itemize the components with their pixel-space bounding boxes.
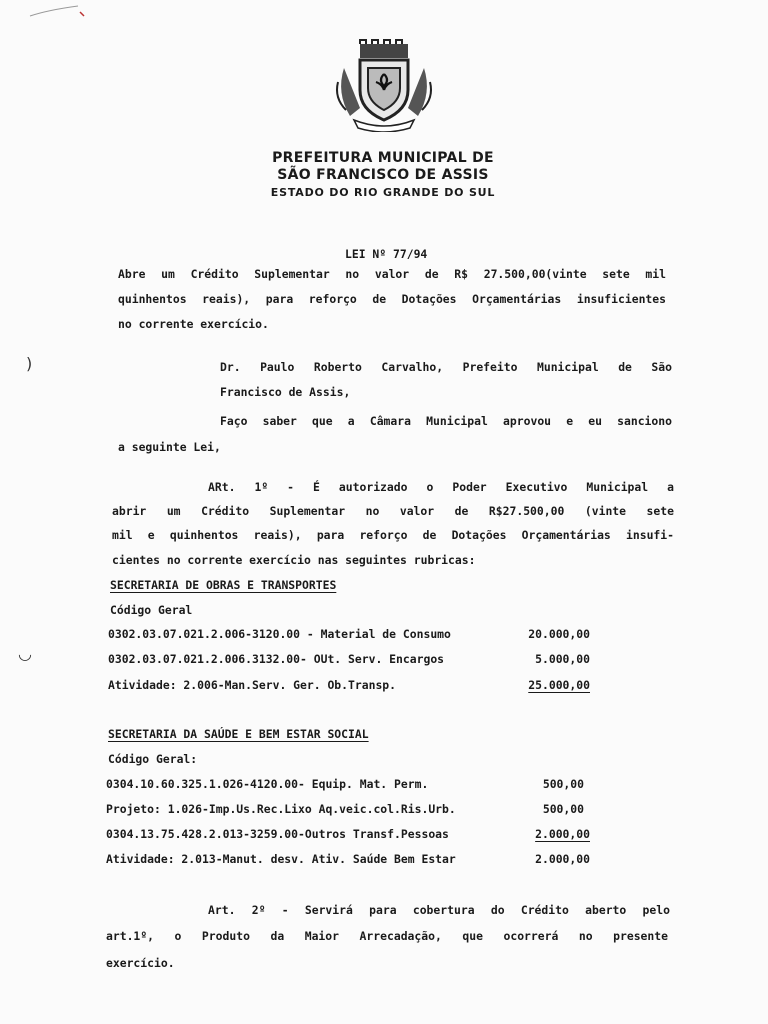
section2-code-label: Código Geral: [108,752,198,766]
section1-code-label: Código Geral [110,603,193,617]
letterhead [230,150,536,201]
section2-row-3-value: 2.000,00 [535,827,590,841]
section1-heading: SECRETARIA DE OBRAS E TRANSPORTES [110,578,337,592]
punch-hole-mark: ) [26,354,33,373]
punch-hole-mark: ◡ [18,644,32,663]
section1-row-3-value: 25.000,00 [528,678,590,692]
section2-row-3-desc: 0304.13.75.428.2.013-3259.00-Outros Transf.Pessoas [106,827,449,841]
letterhead-line-2: SÃO FRANCISCO DE ASSIS [277,167,489,183]
preamble-line-1: Dr. Paulo Roberto Carvalho, Prefeito Municipal de São [220,360,672,374]
section1-row-2-desc: 0302.03.07.021.2.006.3132.00- OUt. Serv. Encargos [108,652,445,666]
art1-line-2: abrir um Crédito Suplementar no valor de R$27.500,00 (vinte sete [112,504,674,518]
preamble-line-3: Faço saber que a Câmara Municipal aprovou e eu sanciono [220,414,672,428]
margin-scribble [28,2,88,20]
art1-line-3: mil e quinhentos reais), para reforço de Dotações Orçamentárias insufi- [112,528,674,542]
art1-line-1: ARt. 1º - É autorizado o Poder Executivo Municipal a [208,480,674,494]
ementa-line-3: no corrente exercício. [118,317,269,331]
letterhead-line-1: PREFEITURA MUNICIPAL DE [272,150,494,166]
municipal-crest-logo [330,38,438,132]
section2-row-4-desc: Atividade: 2.013-Manut. desv. Ativ. Saúde Bem Estar [106,852,456,866]
art2-line-2: art.1º, o Produto da Maior Arrecadação, que ocorrerá no presente [106,929,668,943]
art2-line-3: exercício. [106,956,175,970]
section1-row-3-desc: Atividade: 2.006-Man.Serv. Ger. Ob.Transp. [108,678,397,692]
ementa-line-2: quinhentos reais), para reforço de Dotações Orçamentárias insuficientes [118,292,666,306]
section2-row-1-value: 500,00 [542,777,584,791]
section2-row-2-value: 500,00 [542,802,584,816]
section2-row-1-desc: 0304.10.60.325.1.026-4120.00- Equip. Mat. Perm. [106,777,429,791]
section2-row-4-value: 2.000,00 [535,852,590,866]
ementa-line-1: Abre um Crédito Suplementar no valor de R$ 27.500,00(vinte sete mil [118,267,666,281]
section2-heading: SECRETARIA DA SAÚDE E BEM ESTAR SOCIAL [108,727,369,741]
preamble-line-4: a seguinte Lei, [118,440,221,454]
art1-line-4: cientes no corrente exercício nas seguintes rubricas: [112,553,476,567]
section1-row-1-value: 20.000,00 [528,627,590,641]
letterhead-line-3: ESTADO DO RIO GRANDE DO SUL [270,186,496,199]
art2-line-1: Art. 2º - Servirá para cobertura do Crédito aberto pelo [208,903,670,917]
section1-row-2-value: 5.000,00 [535,652,590,666]
section2-row-2-desc: Projeto: 1.026-Imp.Us.Rec.Lixo Aq.veic.col.Ris.Urb. [106,802,456,816]
preamble-line-2: Francisco de Assis, [220,385,351,399]
section1-row-1-desc: 0302.03.07.021.2.006-3120.00 - Material de Consumo [108,627,451,641]
law-title: LEI Nº 77/94 [345,247,428,261]
